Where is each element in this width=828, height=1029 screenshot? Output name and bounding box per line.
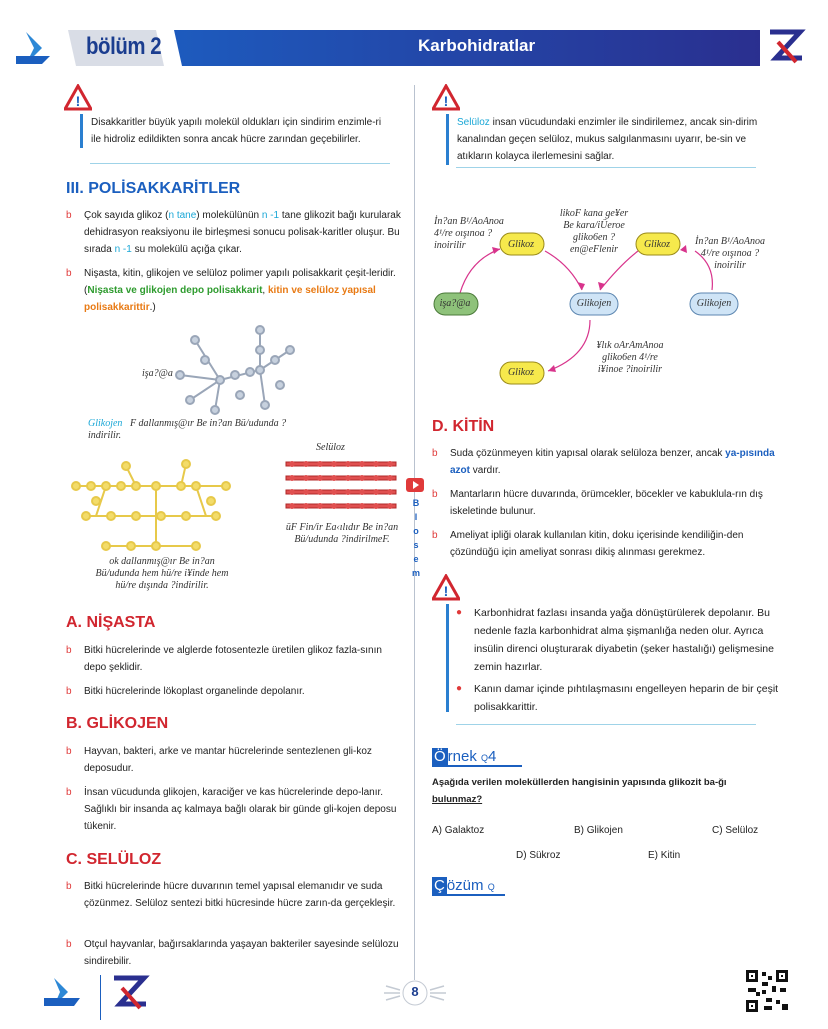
solution-heading: Ç özüm Q	[432, 877, 505, 896]
video-play-icon[interactable]	[406, 478, 424, 492]
option-a[interactable]: A) Galaktoz	[432, 825, 485, 836]
cellulose-label: Selüloz	[316, 442, 345, 453]
bullet-cellulose-digestion: b Otçul hayvanlar, bağırsaklarında yaşayan bakteriler sayesinde selülozu sindirebilir.	[66, 939, 399, 967]
cellulose-caption: üF Fin/ir Ea‹ılıdır Be in?an Bü/udunda ?indirilmeF.	[285, 522, 399, 545]
bullet-glycogen-synthesis: b Hayvan, bakteri, arke ve mantar hücrelerinde sentezlenen gli-koz deposudur.	[66, 746, 372, 774]
page-number: 8	[411, 984, 419, 999]
starch-caption: ok dallanmış@ır Be in?an Bü/udunda hem hü/re i¥inde hem hü/re dışında ?indirilir.	[95, 556, 229, 591]
section-title-nisasta: A. NİŞASTA	[66, 614, 156, 631]
starch-molecule-illustration	[66, 456, 236, 556]
diagram-note-right: İn?an B¹/AoAnoa 4¹/re oışınoa ?inoirilir	[695, 236, 765, 271]
warning-icon	[432, 574, 460, 602]
bullet-glycogen-storage: b İnsan vücudunda glikojen, karaciğer ve kas hücrelerinde depo-lanır. Sağlıklı bir insanda aç kalmaya bağlı olarak bir günde gli-kojen deposu tükenir.	[66, 787, 397, 832]
bullet-polysaccharide-formation: b Çok sayıda glikoz (n tane) molekülünün n -1 tane glikozit bağı kurularak dehidrasyon reaksiyonu ile birleşmesi sonucu polisak-karitler oluşur. Bu sırada n -1 su molekülü açığa çıkar.	[66, 207, 402, 258]
svg-text:!: !	[443, 93, 449, 109]
bullet-polysaccharide-types: b Nişasta, kitin, glikojen ve selüloz polimer yapılı polisakkarit çeşit-leridir. (Nişasta ve glikojen depo polisakkarit, kitin ve selüloz yapısal polisakkarittir.)	[66, 265, 402, 316]
section-title-seluloz: C. SELÜLOZ	[66, 851, 162, 868]
warning-icon	[64, 84, 92, 112]
section-title-kitin: D. KİTİN	[432, 418, 495, 435]
diagram-node-glikojen: Glikojen	[576, 298, 612, 309]
bullet-marker: b	[66, 268, 72, 279]
brand-z-logo-icon	[766, 28, 806, 66]
blosem-side-label: B l o s e m	[411, 498, 420, 578]
glycogen-caption: Glikojen F dallanmış@ır Be in?an Bü/udunda ?indirilir.	[88, 418, 287, 441]
diagram-node-nisasta: işa?@a	[439, 298, 471, 309]
brand-arrow-icon	[12, 26, 62, 70]
example-heading: Ö rnek Q4	[432, 748, 522, 767]
diagram-node-glikojen: Glikojen	[696, 298, 732, 309]
diagram-note-center: likoF kana ge¥er Be kara/iÜeroe gliko6en ?en@eFlenir	[559, 208, 629, 255]
note-item-fat-storage: ● Karbonhidrat fazlası insanda yağa dönüştürülerek depolanır. Bu nedenle fazla karbonhidrat alma şişmanlığa neden olur. Ayrıca insülin direnci oluşturarak diyabetin (şeker hastalığı) gelişmesine zemin hazırlar.	[456, 607, 774, 673]
chapter-label: bölüm 2	[86, 33, 162, 60]
footer-z-logo-icon	[110, 974, 150, 1012]
bullet-chitin-location: b Mantarların hücre duvarında, örümcekler, böcekler ve kabuklula-rın dış iskeletinde bulunur.	[432, 489, 763, 517]
section-title-polisakkaritler: III. POLİSAKKARİTLER	[66, 180, 241, 197]
option-e[interactable]: E) Kitin	[648, 850, 681, 861]
bullet-cellulose-structure: b Bitki hücrelerinde hücre duvarının temel yapısal elemanıdır ve suda çözünmez. Selüloz sentezi bitki hücresinde hücre zarın-da gerçekleşir.	[66, 881, 396, 909]
question-text: Aşağıda verilen moleküllerden hangisinin yapısında glikozit ba-ğı bulunmaz?	[432, 777, 727, 805]
page-title: Karbohidratlar	[418, 36, 536, 55]
starch-label: işa?@a	[142, 368, 173, 379]
note-item-heparin: ● Kanın damar içinde pıhtılaşmasını engelleyen heparin de bir çeşit polisakkarittir.	[456, 683, 779, 713]
bullet-starch-leucoplast: b Bitki hücrelerinde lökoplast organelinde depolanır.	[66, 686, 305, 697]
cellulose-molecule-illustration	[284, 458, 400, 518]
warning-icon	[432, 84, 460, 112]
bullet-chitin-surgery: b Ameliyat ipliği olarak kullanılan kitin, doku içerisinde kendiliğin-den çözündüğü için ameliyat sonrası dikiş alınması gerekmez.	[432, 530, 744, 558]
section-title-glikojen: B. GLİKOJEN	[66, 715, 169, 732]
note-rule	[456, 724, 756, 725]
footer-divider	[100, 975, 101, 1020]
bullet-marker: b	[66, 210, 72, 221]
svg-text:!: !	[75, 93, 81, 109]
note-rule	[456, 167, 756, 168]
option-c[interactable]: C) Selüloz	[712, 825, 759, 836]
footer-arrow-icon	[40, 974, 100, 1014]
diagram-note-bottom: ¥lık oArAmAnoa gliko6en 4¹/re i¥inoe ?inoirilir	[596, 340, 664, 375]
diagram-node-glikoz: Glikoz	[643, 239, 671, 250]
diagram-node-glikoz: Glikoz	[507, 239, 535, 250]
bullet-starch-storage: b Bitki hücrelerinde ve alglerde fotosentezle üretilen glikoz fazla-sının depo şeklidir.	[66, 645, 382, 673]
option-b[interactable]: B) Glikojen	[574, 825, 623, 836]
note-rule	[90, 163, 390, 164]
diagram-note-left: İn?an B¹/AoAnoa 4¹/re oışınoa ?inoirilir	[434, 216, 504, 251]
warning-note-cellulose: Selüloz insan vücudundaki enzimler ile sindirilemez, ancak sin-dirim kanalından geçen selüloz, mukus salgılanmasını uyarır, be-sin ve atıkların kolayca ilerlemesini sağlar.	[446, 114, 777, 165]
diagram-node-glikoz: Glikoz	[507, 367, 535, 378]
glycogen-molecule-illustration	[160, 320, 310, 420]
option-d[interactable]: D) Sükroz	[516, 850, 561, 861]
warning-note-disaccharides: Disakkaritler büyük yapılı molekül oldukları için sindirim enzimle-ri ile hidroliz edildikten sonra ancak hücre zarından geçebilirler.	[80, 114, 391, 148]
svg-text:!: !	[443, 583, 449, 599]
bullet-chitin-structure: b Suda çözünmeyen kitin yapısal olarak selüloza benzer, ancak ya-pısında azot vardır.	[432, 448, 775, 476]
qr-code-icon[interactable]	[744, 968, 790, 1014]
